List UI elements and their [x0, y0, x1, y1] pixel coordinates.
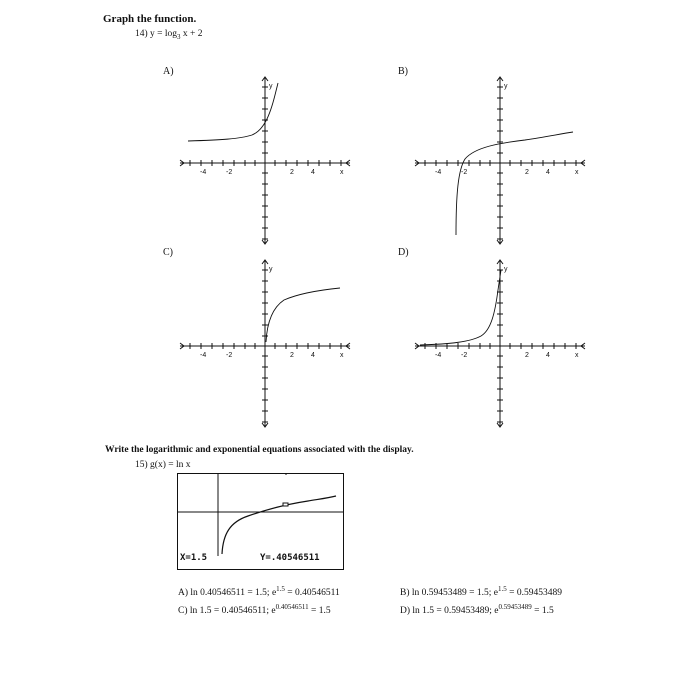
graph-b-x-label: x [575, 169, 579, 176]
graph-c-x-label: x [340, 352, 344, 359]
graph-d-tick-neg2: -2 [461, 352, 468, 359]
graph-a-tick-neg4: -4 [200, 169, 207, 176]
graph-b-tick-neg2: -2 [461, 169, 468, 176]
graph-c[interactable] [180, 258, 360, 433]
graph-c-tick-neg2: -2 [226, 352, 233, 359]
graph-a-x-label: x [340, 169, 344, 176]
graph-a-tick-pos2: 2 [290, 169, 294, 176]
graph-c-curve [266, 288, 340, 342]
choice-c-label[interactable]: C) [163, 247, 173, 258]
calculator-curve [222, 496, 336, 554]
graph-d-x-label: x [575, 352, 579, 359]
calc-x-readout: X=1.5 [180, 553, 208, 563]
question-14-prompt [135, 29, 203, 41]
graph-b-y-label: y [504, 83, 508, 90]
graph-d-tick-pos4: 4 [546, 352, 550, 359]
q14-prefix: 14) y = log [135, 29, 178, 39]
calc-y-readout: Y=.40546511 [260, 553, 320, 563]
graph-a[interactable] [180, 75, 360, 250]
graph-d-tick-neg4: -4 [435, 352, 442, 359]
graph-c-tick-neg4: -4 [200, 352, 207, 359]
graph-a-y-label: y [269, 83, 273, 90]
choice-a-label[interactable]: A) [163, 66, 174, 77]
question-15-title: Write the logarithmic and exponential equations associated with the display. [105, 445, 414, 455]
graph-b-tick-pos2: 2 [525, 169, 529, 176]
calculator-display [177, 473, 344, 570]
graph-c-tick-pos2: 2 [290, 352, 294, 359]
answer-d[interactable]: D) ln 1.5 = 0.59453489; $e^{0.59453489} = 1.5$ [400, 603, 554, 617]
graph-b[interactable] [415, 75, 595, 250]
graph-c-tick-pos4: 4 [311, 352, 315, 359]
graph-d-tick-pos2: 2 [525, 352, 529, 359]
choice-b-label[interactable]: B) [398, 66, 408, 77]
q14-base: 3 [177, 32, 181, 41]
graph-b-curve [456, 132, 573, 235]
answer-c[interactable]: C) ln 1.5 = 0.40546511; $e^{0.40546511} = 1.5$ [178, 603, 331, 617]
trace-cursor [283, 503, 288, 506]
graph-d[interactable] [415, 258, 595, 433]
section-heading: Graph the function. [103, 13, 197, 25]
graph-c-y-label: y [269, 266, 273, 273]
graph-b-tick-neg4: -4 [435, 169, 442, 176]
question-15-prompt: 15) g(x) = ln x [135, 460, 191, 470]
choice-d-label[interactable]: D) [398, 247, 409, 258]
graph-d-y-label: y [504, 266, 508, 273]
q14-suffix: x + 2 [180, 29, 203, 39]
graph-a-tick-neg2: -2 [226, 169, 233, 176]
graph-b-tick-pos4: 4 [546, 169, 550, 176]
graph-a-tick-pos4: 4 [311, 169, 315, 176]
answer-b[interactable]: B) ln 0.59453489 = 1.5; $e^{1.5} = 0.59453489$ [400, 585, 562, 599]
graph-d-curve [420, 270, 501, 345]
answer-a[interactable]: A) ln 0.40546511 = 1.5; $e^{1.5} = 0.40546511$ [178, 585, 340, 599]
